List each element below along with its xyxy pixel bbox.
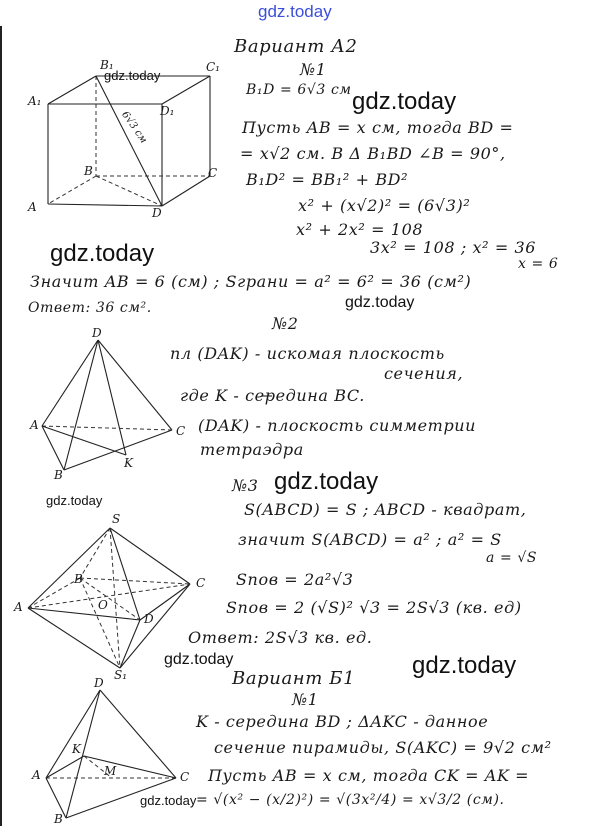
watermark-left-1: gdz.today: [50, 240, 155, 267]
watermark-mid-1: gdz.today: [345, 294, 415, 311]
octa-label-c: C: [196, 576, 206, 590]
task1-line-6: 3x² = 108 ; x² = 36: [370, 238, 537, 257]
cube-figure: [48, 76, 210, 206]
task1-answer: Ответ: 36 см².: [28, 300, 152, 316]
cube-label-c: C: [208, 166, 218, 180]
watermark-right-2: gdz.today: [412, 652, 517, 679]
b1-task1-line-3: Пусть AB = x см, тогда CK = AK =: [208, 766, 530, 785]
task2-line-1: пл (DAK) - искомая плоскость: [170, 344, 445, 363]
tetra-label-k: K: [124, 456, 133, 470]
watermark-top: gdz.today: [258, 2, 332, 21]
task1-number: №1: [300, 60, 327, 79]
cube-label-a: A: [28, 200, 37, 214]
task1-given: B₁D = 6√3 см: [246, 82, 352, 98]
task3-line-1: S(ABCD) = S ; ABCD - квадрат,: [244, 500, 527, 519]
task1-conclusion: Значит AB = 6 (см) ; Sграни = a² = 6² = 36 (см²): [30, 272, 472, 291]
tetra-label-b: B: [54, 468, 63, 482]
watermark-mid-2: gdz.today: [274, 468, 379, 495]
pyr-label-a: A: [32, 768, 41, 782]
pyr-label-d: D: [94, 676, 104, 690]
octa-label-b: B: [74, 572, 83, 586]
pyr-label-b: B: [54, 812, 63, 826]
b1-task1-line-4: = √(x² − (x/2)²) = √(3x²/4) = x√3/2 (см).: [196, 792, 505, 808]
cube-label-d: D: [152, 206, 162, 220]
task2-line-2: сечения,: [384, 364, 464, 383]
variant-b1-title: Вариант Б1: [232, 668, 356, 689]
watermark-bottom: gdz.today: [140, 793, 197, 808]
task1-line-3: B₁D² = BB₁² + BD²: [246, 170, 409, 189]
b1-task1-number: №1: [292, 690, 319, 709]
cube-label-a1: A₁: [28, 94, 42, 108]
task3-line-4: Sпов = 2a²√3: [236, 570, 354, 589]
task2-line-5: тетраэдра: [200, 440, 304, 459]
octa-label-d: D: [144, 612, 154, 626]
task3-line-2: значит S(ABCD) = a² ; a² = S: [238, 530, 502, 549]
task1-line-7: x = 6: [518, 256, 559, 272]
task1-line-1: Пусть AB = x см, тогда BD =: [242, 118, 514, 137]
task2-line-3: где K - середина BC.: [180, 386, 365, 405]
task1-line-4: x² + (x√2)² = (6√3)²: [298, 196, 471, 215]
octahedron-figure: [28, 528, 190, 668]
variant-a2-title: Вариант А2: [234, 36, 358, 57]
cube-label-c1: C₁: [206, 60, 220, 74]
tetrahedron-figure: [42, 340, 172, 470]
cube-label-d1: D₁: [160, 104, 175, 118]
pyr-label-c: C: [180, 770, 190, 784]
watermark-cube: gdz.today: [104, 68, 161, 83]
pyr-label-m: M: [104, 764, 117, 778]
cube-diagonal-label: 6√3 см: [119, 109, 149, 146]
task3-answer: Ответ: 2S√3 кв. ед.: [188, 628, 373, 647]
pyr-label-k: K: [72, 742, 81, 756]
task2-line-4: (DAK) - плоскость симметрии: [198, 416, 477, 435]
octa-label-s1: S₁: [114, 668, 128, 682]
b1-task1-line-1: K - середина BD ; ΔAKC - данное: [196, 712, 489, 731]
task3-line-3: a = √S: [486, 550, 538, 566]
b1-task1-line-2: сечение пирамиды, S(AKC) = 9√2 см²: [214, 738, 552, 757]
cube-label-b: B: [84, 164, 93, 178]
watermark-octa: gdz.today: [164, 651, 234, 668]
task3-number: №3: [232, 476, 259, 495]
octa-label-s: S: [112, 512, 121, 526]
task1-line-2: = x√2 см. В Δ B₁BD ∠B = 90°,: [240, 144, 506, 163]
task1-line-5: x² + 2x² = 108: [296, 220, 424, 239]
tetra-label-d: D: [92, 326, 102, 340]
tetra-label-c: C: [176, 424, 186, 438]
watermark-right-1: gdz.today: [352, 88, 457, 115]
task2-number: №2: [272, 314, 299, 333]
octa-label-a: A: [14, 600, 23, 614]
octa-label-o: O: [98, 598, 108, 612]
cube-label-b1: B₁: [100, 58, 114, 72]
task3-line-5: Sпов = 2 (√S)² √3 = 2S√3 (кв. ед): [226, 598, 522, 617]
tetra-label-a: A: [30, 418, 39, 432]
watermark-tetra: gdz.today: [46, 493, 103, 508]
